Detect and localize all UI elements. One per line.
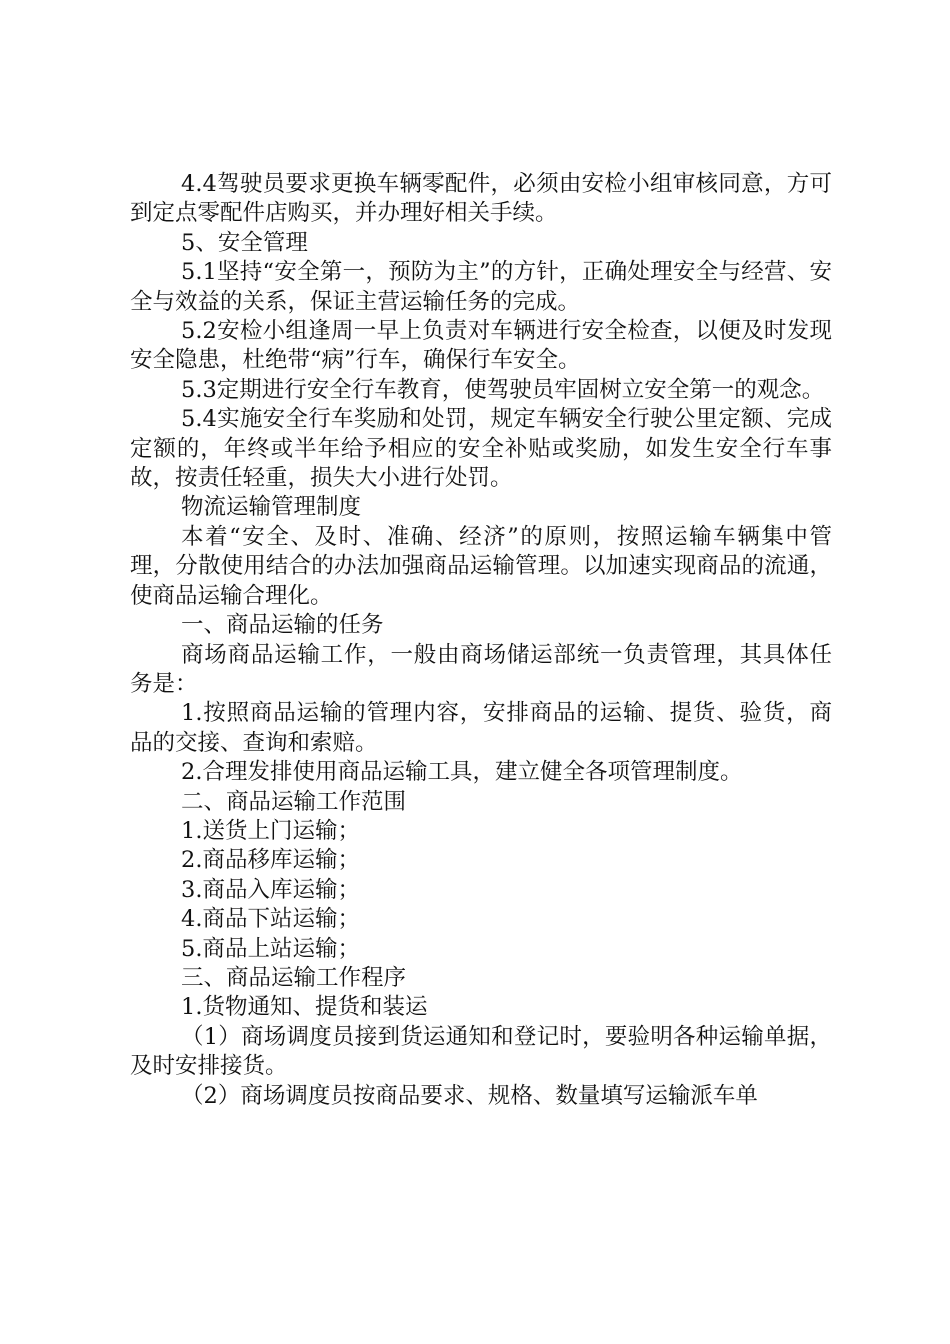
paragraph-procedure-2: （2）商场调度员按商品要求、规格、数量填写运输派车单 (181, 1082, 758, 1109)
list-item-scope-5: 5.商品上站运输； (181, 935, 360, 962)
list-item-scope-3: 3.商品入库运输； (181, 876, 360, 903)
paragraph-4-4: 4.4驾驶员要求更换车辆零配件，必须由安检小组审核同意，方可到定点零配件店购买，并办理好相关手续。 (130, 171, 832, 227)
document-body (130, 170, 832, 1111)
paragraph-5-4: 5.4实施安全行车奖励和处罚，规定车辆安全行驶公里定额、完成定额的，年终或半年给予相应的安全补贴或奖励，如发生安全行车事故，按责任轻重，损失大小进行处罚。 (130, 406, 832, 492)
list-item-scope-2: 2.商品移库运输； (181, 847, 360, 874)
heading-logistics-regulations: 物流运输管理制度 (181, 494, 362, 521)
paragraph-5-3: 5.3定期进行安全行车教育，使驾驶员牢固树立安全第一的观念。 (181, 376, 825, 403)
heading-work-procedure: 三、商品运输工作程序 (181, 964, 407, 991)
paragraph-task-1: 1.按照商品运输的管理内容，安排商品的运输、提货、验货，商品的交接、查询和索赔。 (130, 700, 832, 756)
paragraph-task-2: 2.合理发排使用商品运输工具，建立健全各项管理制度。 (181, 759, 743, 786)
paragraph-5-2: 5.2安检小组逢周一早上负责对车辆进行安全检查，以便及时发现安全隐患，杜绝带“病”行车，确保行车安全。 (130, 318, 832, 374)
paragraph-5-1: 5.1坚持“安全第一，预防为主”的方针，正确处理安全与经营、安全与效益的关系，保证主营运输任务的完成。 (130, 259, 832, 315)
list-item-scope-1: 1.送货上门运输； (181, 817, 360, 844)
heading-transport-tasks: 一、商品运输的任务 (181, 612, 384, 639)
heading-work-scope: 二、商品运输工作范围 (181, 788, 407, 815)
paragraph-principles: 本着“安全、及时、准确、经济”的原则，按照运输车辆集中管理，分散使用结合的办法加强商品运输管理。以加速实现商品的流通，使商品运输合理化。 (130, 523, 832, 609)
list-item-scope-4: 4.商品下站运输； (181, 906, 360, 933)
paragraph-tasks-intro: 商场商品运输工作，一般由商场储运部统一负责管理，其具体任务是： (130, 641, 832, 697)
paragraph-procedure-1: （1）商场调度员接到货运通知和登记时，要验明各种运输单据，及时安排接货。 (130, 1023, 832, 1080)
subheading-notice-pickup: 1.货物通知、提货和装运 (181, 994, 428, 1021)
heading-safety-management: 5、安全管理 (181, 229, 308, 256)
